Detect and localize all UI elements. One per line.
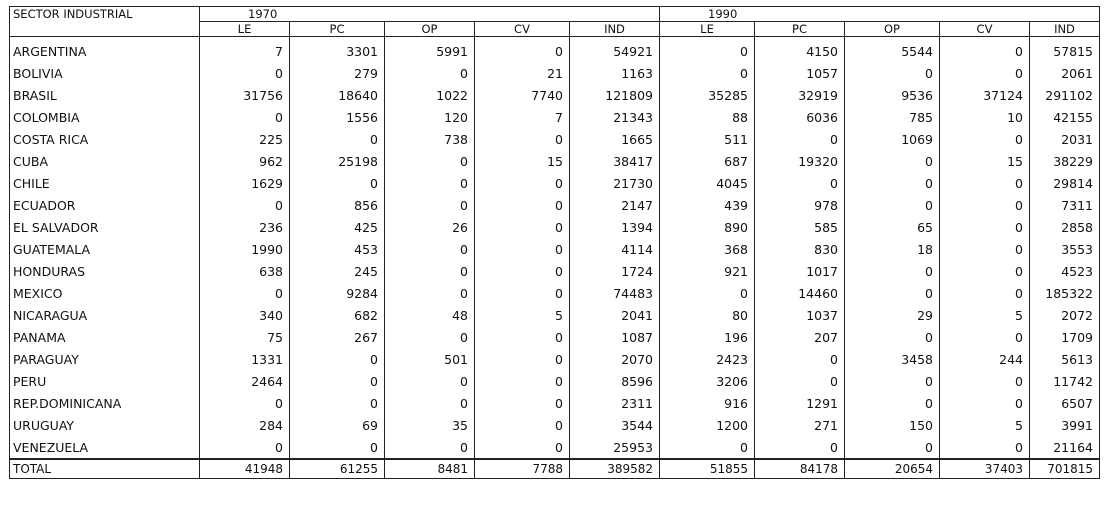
table-row [10,128,1100,150]
table-row [10,304,1100,326]
country-name: ARGENTINA [10,37,200,63]
value-cell: 29814 [1030,172,1100,194]
value-cell: 701815 [1030,459,1100,479]
value-cell: 37403 [940,459,1030,479]
value-cell: 1017 [755,260,845,282]
value-cell: 921 [660,260,755,282]
value-cell: 0 [845,326,940,348]
value-cell: 0 [940,37,1030,63]
value-cell: 0 [385,260,475,282]
country-name: CHILE [10,172,200,194]
value-cell: 0 [290,370,385,392]
value-cell: 1200 [660,414,755,436]
value-cell: 0 [385,238,475,260]
table-row [10,172,1100,194]
value-cell: 0 [845,194,940,216]
value-cell: 0 [200,282,290,304]
value-cell: 7311 [1030,194,1100,216]
value-cell: 32919 [755,84,845,106]
value-cell: 41948 [200,459,290,479]
country-name: HONDURAS [10,260,200,282]
value-cell: 0 [200,106,290,128]
value-cell: 0 [385,62,475,84]
value-cell: 1724 [570,260,660,282]
value-cell: 7788 [475,459,570,479]
value-cell: 18640 [290,84,385,106]
value-cell: 2858 [1030,216,1100,238]
value-cell: 0 [200,62,290,84]
value-cell: 244 [940,348,1030,370]
value-cell: 84178 [755,459,845,479]
country-name: REP.DOMINICANA [10,392,200,414]
value-cell: 0 [385,194,475,216]
value-cell: 1291 [755,392,845,414]
value-cell: 0 [660,62,755,84]
value-cell: 425 [290,216,385,238]
value-cell: 0 [475,370,570,392]
value-cell: 1331 [200,348,290,370]
value-cell: 267 [290,326,385,348]
country-name: BRASIL [10,84,200,106]
value-cell: 0 [940,238,1030,260]
value-cell: 121809 [570,84,660,106]
value-cell: 5 [940,304,1030,326]
value-cell: 511 [660,128,755,150]
country-name: COSTA RICA [10,128,200,150]
column-header-le: LE [200,22,290,37]
value-cell: 3553 [1030,238,1100,260]
value-cell: 0 [290,172,385,194]
value-cell: 0 [755,128,845,150]
column-header-ind: IND [570,22,660,37]
value-cell: 0 [660,282,755,304]
column-header-cv: CV [940,22,1030,37]
value-cell: 150 [845,414,940,436]
value-cell: 0 [755,348,845,370]
value-cell: 1709 [1030,326,1100,348]
table-row [10,282,1100,304]
value-cell: 20654 [845,459,940,479]
value-cell: 585 [755,216,845,238]
value-cell: 0 [755,172,845,194]
country-name: URUGUAY [10,414,200,436]
column-header-le: LE [660,22,755,37]
value-cell: 0 [290,392,385,414]
value-cell: 687 [660,150,755,172]
value-cell: 0 [385,172,475,194]
value-cell: 0 [940,282,1030,304]
value-cell: 3301 [290,37,385,63]
value-cell: 9284 [290,282,385,304]
value-cell: 74483 [570,282,660,304]
country-name: NICARAGUA [10,304,200,326]
value-cell: 0 [385,436,475,459]
value-cell: 4523 [1030,260,1100,282]
country-name: PERU [10,370,200,392]
value-cell: 225 [200,128,290,150]
value-cell: 0 [200,194,290,216]
value-cell: 69 [290,414,385,436]
value-cell: 29 [845,304,940,326]
table-row [10,150,1100,172]
value-cell: 54921 [570,37,660,63]
value-cell: 0 [845,150,940,172]
value-cell: 453 [290,238,385,260]
value-cell: 4150 [755,37,845,63]
value-cell: 856 [290,194,385,216]
value-cell: 0 [475,194,570,216]
value-cell: 0 [475,348,570,370]
value-cell: 2147 [570,194,660,216]
value-cell: 196 [660,326,755,348]
country-name: MEXICO [10,282,200,304]
table-row [10,106,1100,128]
value-cell: 245 [290,260,385,282]
value-cell: 8596 [570,370,660,392]
value-cell: 65 [845,216,940,238]
column-header-pc: PC [755,22,845,37]
country-name: VENEZUELA [10,436,200,459]
value-cell: 2031 [1030,128,1100,150]
table-row [10,370,1100,392]
value-cell: 2464 [200,370,290,392]
value-cell: 1069 [845,128,940,150]
value-cell: 61255 [290,459,385,479]
value-cell: 0 [475,216,570,238]
total-row [10,459,1100,479]
table-row [10,84,1100,106]
value-cell: 1556 [290,106,385,128]
value-cell: 368 [660,238,755,260]
country-name: EL SALVADOR [10,216,200,238]
value-cell: 7 [475,106,570,128]
value-cell: 1057 [755,62,845,84]
year-1970-header: 1970 [200,7,660,22]
value-cell: 0 [475,282,570,304]
table-row [10,326,1100,348]
header-row-years [10,7,1100,22]
value-cell: 0 [940,260,1030,282]
column-header-pc: PC [290,22,385,37]
value-cell: 0 [845,370,940,392]
value-cell: 0 [940,172,1030,194]
table-row [10,37,1100,63]
value-cell: 2061 [1030,62,1100,84]
value-cell: 21164 [1030,436,1100,459]
value-cell: 638 [200,260,290,282]
value-cell: 785 [845,106,940,128]
value-cell: 7 [200,37,290,63]
value-cell: 0 [940,326,1030,348]
value-cell: 0 [845,436,940,459]
value-cell: 25953 [570,436,660,459]
country-name: ECUADOR [10,194,200,216]
value-cell: 88 [660,106,755,128]
value-cell: 0 [845,260,940,282]
value-cell: 26 [385,216,475,238]
value-cell: 271 [755,414,845,436]
value-cell: 18 [845,238,940,260]
value-cell: 80 [660,304,755,326]
column-header-cv: CV [475,22,570,37]
year-1990-header: 1990 [660,7,1100,22]
value-cell: 0 [290,348,385,370]
value-cell: 6507 [1030,392,1100,414]
value-cell: 0 [940,216,1030,238]
value-cell: 15 [475,150,570,172]
value-cell: 51855 [660,459,755,479]
value-cell: 35285 [660,84,755,106]
value-cell: 185322 [1030,282,1100,304]
value-cell: 0 [385,370,475,392]
industrial-sector-table [9,6,1100,479]
value-cell: 48 [385,304,475,326]
table-row [10,392,1100,414]
table-row [10,238,1100,260]
value-cell: 0 [755,370,845,392]
value-cell: 19320 [755,150,845,172]
value-cell: 1022 [385,84,475,106]
value-cell: 7740 [475,84,570,106]
value-cell: 1629 [200,172,290,194]
value-cell: 0 [385,282,475,304]
value-cell: 0 [475,392,570,414]
value-cell: 1394 [570,216,660,238]
value-cell: 1990 [200,238,290,260]
value-cell: 1163 [570,62,660,84]
value-cell: 5544 [845,37,940,63]
table-row [10,414,1100,436]
value-cell: 0 [940,436,1030,459]
table-row [10,194,1100,216]
value-cell: 2070 [570,348,660,370]
value-cell: 0 [845,392,940,414]
value-cell: 1037 [755,304,845,326]
value-cell: 57815 [1030,37,1100,63]
country-name: TOTAL [10,459,200,479]
value-cell: 37124 [940,84,1030,106]
value-cell: 38417 [570,150,660,172]
column-header-op: OP [845,22,940,37]
value-cell: 1665 [570,128,660,150]
value-cell: 0 [660,37,755,63]
value-cell: 3544 [570,414,660,436]
table-row [10,62,1100,84]
value-cell: 0 [475,172,570,194]
table-row [10,260,1100,282]
corner-label: SECTOR INDUSTRIAL [10,7,200,37]
value-cell: 6036 [755,106,845,128]
value-cell: 21343 [570,106,660,128]
value-cell: 738 [385,128,475,150]
value-cell: 0 [475,326,570,348]
value-cell: 5 [940,414,1030,436]
value-cell: 5 [475,304,570,326]
value-cell: 0 [475,436,570,459]
value-cell: 0 [475,414,570,436]
value-cell: 0 [475,37,570,63]
country-name: PARAGUAY [10,348,200,370]
value-cell: 21 [475,62,570,84]
value-cell: 916 [660,392,755,414]
value-cell: 2311 [570,392,660,414]
value-cell: 0 [660,436,755,459]
value-cell: 279 [290,62,385,84]
value-cell: 0 [385,326,475,348]
value-cell: 284 [200,414,290,436]
value-cell: 42155 [1030,106,1100,128]
value-cell: 31756 [200,84,290,106]
column-header-ind: IND [1030,22,1100,37]
value-cell: 0 [385,150,475,172]
value-cell: 21730 [570,172,660,194]
value-cell: 120 [385,106,475,128]
value-cell: 0 [845,282,940,304]
value-cell: 0 [755,436,845,459]
value-cell: 207 [755,326,845,348]
country-name: CUBA [10,150,200,172]
value-cell: 5991 [385,37,475,63]
value-cell: 0 [940,370,1030,392]
value-cell: 25198 [290,150,385,172]
table-row [10,436,1100,459]
value-cell: 0 [475,260,570,282]
value-cell: 11742 [1030,370,1100,392]
value-cell: 291102 [1030,84,1100,106]
value-cell: 5613 [1030,348,1100,370]
column-header-op: OP [385,22,475,37]
value-cell: 0 [200,392,290,414]
value-cell: 35 [385,414,475,436]
value-cell: 0 [940,392,1030,414]
value-cell: 15 [940,150,1030,172]
value-cell: 0 [475,128,570,150]
value-cell: 0 [845,172,940,194]
country-name: GUATEMALA [10,238,200,260]
value-cell: 389582 [570,459,660,479]
value-cell: 830 [755,238,845,260]
value-cell: 3991 [1030,414,1100,436]
value-cell: 236 [200,216,290,238]
value-cell: 340 [200,304,290,326]
value-cell: 0 [290,436,385,459]
data-table-wrapper [9,6,1100,479]
value-cell: 10 [940,106,1030,128]
value-cell: 4045 [660,172,755,194]
value-cell: 3458 [845,348,940,370]
value-cell: 38229 [1030,150,1100,172]
value-cell: 2041 [570,304,660,326]
value-cell: 1087 [570,326,660,348]
value-cell: 978 [755,194,845,216]
value-cell: 14460 [755,282,845,304]
value-cell: 501 [385,348,475,370]
value-cell: 9536 [845,84,940,106]
country-name: BOLIVIA [10,62,200,84]
value-cell: 2072 [1030,304,1100,326]
value-cell: 0 [385,392,475,414]
value-cell: 0 [200,436,290,459]
value-cell: 0 [290,128,385,150]
value-cell: 0 [845,62,940,84]
value-cell: 0 [940,128,1030,150]
value-cell: 75 [200,326,290,348]
country-name: PANAMA [10,326,200,348]
value-cell: 682 [290,304,385,326]
value-cell: 962 [200,150,290,172]
value-cell: 0 [940,194,1030,216]
value-cell: 439 [660,194,755,216]
value-cell: 8481 [385,459,475,479]
value-cell: 0 [475,238,570,260]
value-cell: 4114 [570,238,660,260]
country-name: COLOMBIA [10,106,200,128]
table-row [10,216,1100,238]
value-cell: 890 [660,216,755,238]
value-cell: 3206 [660,370,755,392]
table-row [10,348,1100,370]
value-cell: 0 [940,62,1030,84]
value-cell: 2423 [660,348,755,370]
